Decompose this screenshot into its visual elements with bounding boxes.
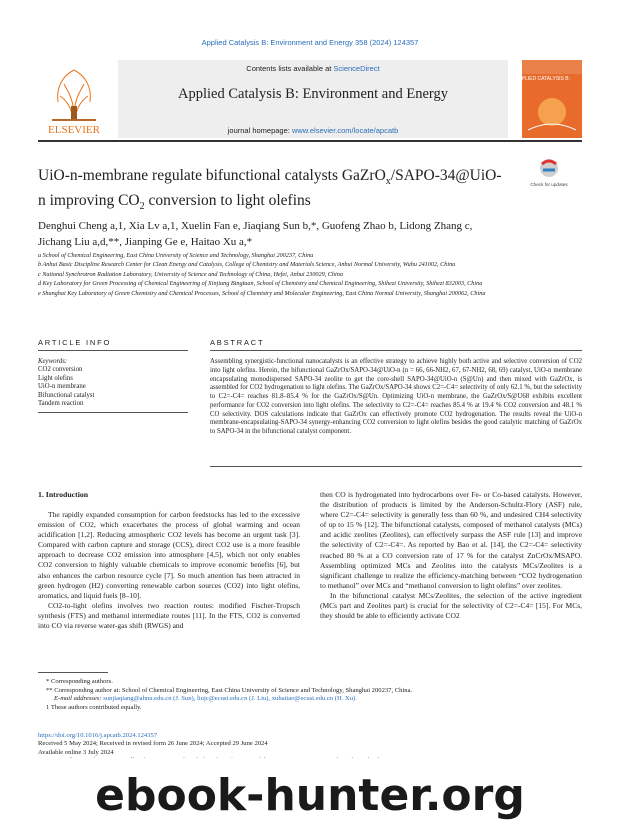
title-text-3: conversion to light olefins [144,192,311,210]
title-text-2: /SAPO-34@UiO-n improving CO [38,167,502,210]
keywords-bottom-rule [38,412,188,413]
crossmark-label: Check for updates [530,182,568,187]
paragraph: In the bifunctional catalyst MCs/Zeolites, the selection of the active ingredient (MCs part and Zeolites part) is crucial for the selectivity of C2=-C4= [15]. For MCs, they should be able to efficiently activate CO2 [320,590,582,621]
keyword-item: UiO-n membrane [38,383,86,391]
homepage-prefix: journal homepage: [227,126,292,135]
article-info-heading: ARTICLE INFO [38,338,112,347]
abstract-rule [210,350,582,351]
footnote-equal-contribution: 1 These authors contributed equally. [46,703,142,711]
affiliation-e: e Shanghai Key Laboratory of Green Chemistry and Chemical Processes, School of Chemistry and Molecular Engineering, East China Normal University, Shanghai 200062, China [38,289,486,297]
author-list [38,218,538,250]
abstract-bottom-rule [210,466,582,467]
footnote-emails [38,695,582,704]
available-online: Available online 3 July 2024 [38,748,114,756]
footnote-corresponding: * Corresponding authors. [46,678,113,685]
paragraph: then CO is hydrogenated into hydrocarbons over Fe- or Co-based catalysts. However, the distribution of products is limited by the Anderson-Schultz-Flory (ASF) rule, where C2=-C4= selectivity is generally less than 60 %, and undesired CH4 selectivity of up to 15 % [12]. The bifunctional catalysts, composed of methanol catalysts (MCs) and acidic zeolites (Zeolites), can effectively surpass the ASF rule [13] and improve the selectivity of C2=-C4=. As reported by Bao et al. [14], the C2=-C4= selectivity reached 80 % at a CO conversion rate of 17 % for the catalyst ZnCrOx/MSAPO. Assembling optimized MCs and Zeolites into the catalysts MCs/Zeolites is a significant challenge to realize the efficiency-matching between “CO2 hydrogenation to methanol” over MCs and “methanol conversion to light olefins” over zeolites. [320,490,582,590]
footnote-corresponding-address: ** Corresponding author at: School of Chemical Engineering, East China University of Science and Technology, Shanghai 200237, China. [46,686,413,694]
keyword-item: Tandem reaction [38,400,84,408]
contents-line [118,64,508,73]
affiliation-a: a School of Chemical Engineering, East China University of Science and Technology, Shanghai 200237, China [38,252,314,259]
title-sub-1: x [385,176,391,188]
watermark-text: ebook-hunter.org [95,770,525,821]
keyword-item: CO2 conversion [38,366,83,374]
affiliation-b: b Anhui Basic Discipline Research Center for Clean Energy and Catalysis, College of Chemistry and Materials Science, Anhui Normal University, Wuhu 241002, China [38,261,456,269]
title-text-1: UiO-n-membrane regulate bifunctional catalysts GaZrO [38,167,386,184]
introduction-heading: 1. Introduction [38,490,89,499]
received-dates: Received 5 May 2024; Received in revised form 26 June 2024; Accepted 29 June 2024 [38,740,268,748]
authors-line-2[interactable]: Jichang Liu a,d,**, Jianping Ge e, Haitao Xu a,* [38,236,253,248]
doi-link[interactable]: https://doi.org/10.1016/j.apcatb.2024.124357 [38,732,158,739]
keywords-label: Keywords: [38,358,68,365]
sciencedirect-link[interactable]: ScienceDirect [333,64,380,73]
affiliations [38,252,582,299]
header-rule [38,140,582,142]
body-column-right [320,490,582,621]
paragraph: The rapidly expanded consumption for carbon feedstocks has led to the excessive emission of CO2, which exacerbates the process of global warming and ocean acidification [1,2]. Reducing atmospheric CO2 levels has become an urgent task [3]. Compared with carbon capture and storage (CCS), direct CO2 use is a more feasible approach to decrease CO2 emission into atmosphere [4,5], which not only enables CO2 conversion to highly valuable chemicals to improve economic benefits [6], but also enhances the carbon resource cycle [7]. So much attention has been attracted in green hydrogen (H2) converting renewable carbon sources (CO2) into light olefins, aromatics, and liquid fuels [8–10]. [38,510,300,600]
abstract-heading: ABSTRACT [210,338,265,347]
email-links[interactable]: sunjiaqiang@ahnu.edu.cn (J. Sun), liujc@ecust.edu.cn (J. Liu), xuhaitao@ecust.edu.cn (H. Xu). [103,695,357,703]
elsevier-wordmark: ELSEVIER [48,124,100,136]
cover-title: APPLIED CATALYSIS B: [514,76,570,82]
keywords-block [38,358,188,408]
body-column-left [38,510,300,631]
keyword-item: Light olefins [38,374,73,382]
running-head[interactable]: Applied Catalysis B: Environment and Energy 358 (2024) 124357 [201,38,419,47]
journal-homepage [118,126,508,135]
journal-cover-thumbnail[interactable] [514,60,582,138]
paragraph: CO2-to-light olefins involves two reaction routes: modified Fischer-Tropsch synthesis (FTS) and methanol intermediate routes [11]. In the FTS, CO2 is converted into CO via reverse water-gas shift (RWGS) and [38,600,300,631]
check-for-updates-badge[interactable] [524,156,574,195]
homepage-link[interactable]: www.elsevier.com/locate/apcatb [291,126,399,135]
elsevier-logo [38,62,110,136]
affiliation-d: d Key Laboratory for Green Processing of Chemical Engineering of Xinjiang Bingtuan, School of Chemistry and Chemical Engineering, Shihezi University, Shihezi 832003, China [38,280,483,288]
affiliation-c: c National Synchrotron Radiation Laboratory, University of Science and Technology of China, Hefei, Anhui 230029, China [38,270,343,278]
article-info-rule [38,350,188,351]
keyword-item: Bifunctional catalyst [38,391,95,399]
email-label: E-mail addresses: [54,695,104,703]
footnote-rule [38,672,108,673]
title-sub-2: 2 [139,201,145,213]
journal-title: Applied Catalysis B: Environment and Energy [178,86,448,102]
abstract-text: Assembling synergistic-functional nanocatalysts is an effective strategy to achieve highly both active and selective conversion of CO2 into light olefins. Herein, the bifunctional GaZrOx/SAPO-34@UiO-n (n = 66, 66-NH2, 67, 67-NH2, 68, 69) catalyst, UiO-n membrane encapsulating monodispersed SAPO-34 zeolite to get the core-shell SAPO-34@UiO-n (S@Un) and then mixed with GaZrOx, is assembled for CO2 hydrogenation to light olefins. The GaZrOx/SAPO-34 shows C2=-C4= selectivity of only 62.1 %, but the selectivity to C2=-C4= reaches 81.8–85.4 % for the GaZrOx/S@Un. Optimizing UiO-n membrane, the GaZrOx/S@U68 exhibits excellent performance for CO2 conversion into light olefins. The selectivity to C2=-C4= reaches 85.4 % at 19.4 % CO2 conversion and 48.1 % CO selectivity. DOS calculations indicate that GaZrOx can effectively promote CO2 hydrogenation. The results reveal the UiO-n membrane-encapsulating-SAPO-34 synergy-enhancing CO2 conversion to light olefins besides the good catalytic matching of GaZrOx to SAPO-34 in the bifunctional catalyst component. [210,358,582,435]
contents-prefix: Contents lists available at [246,64,334,73]
article-title [38,166,508,216]
authors-line-1[interactable]: Denghui Cheng a,1, Xia Lv a,1, Xuelin Fan e, Jiaqiang Sun b,*, Guofeng Zhao b, Lidong Zhang c, [38,220,473,232]
footnotes [38,678,582,712]
